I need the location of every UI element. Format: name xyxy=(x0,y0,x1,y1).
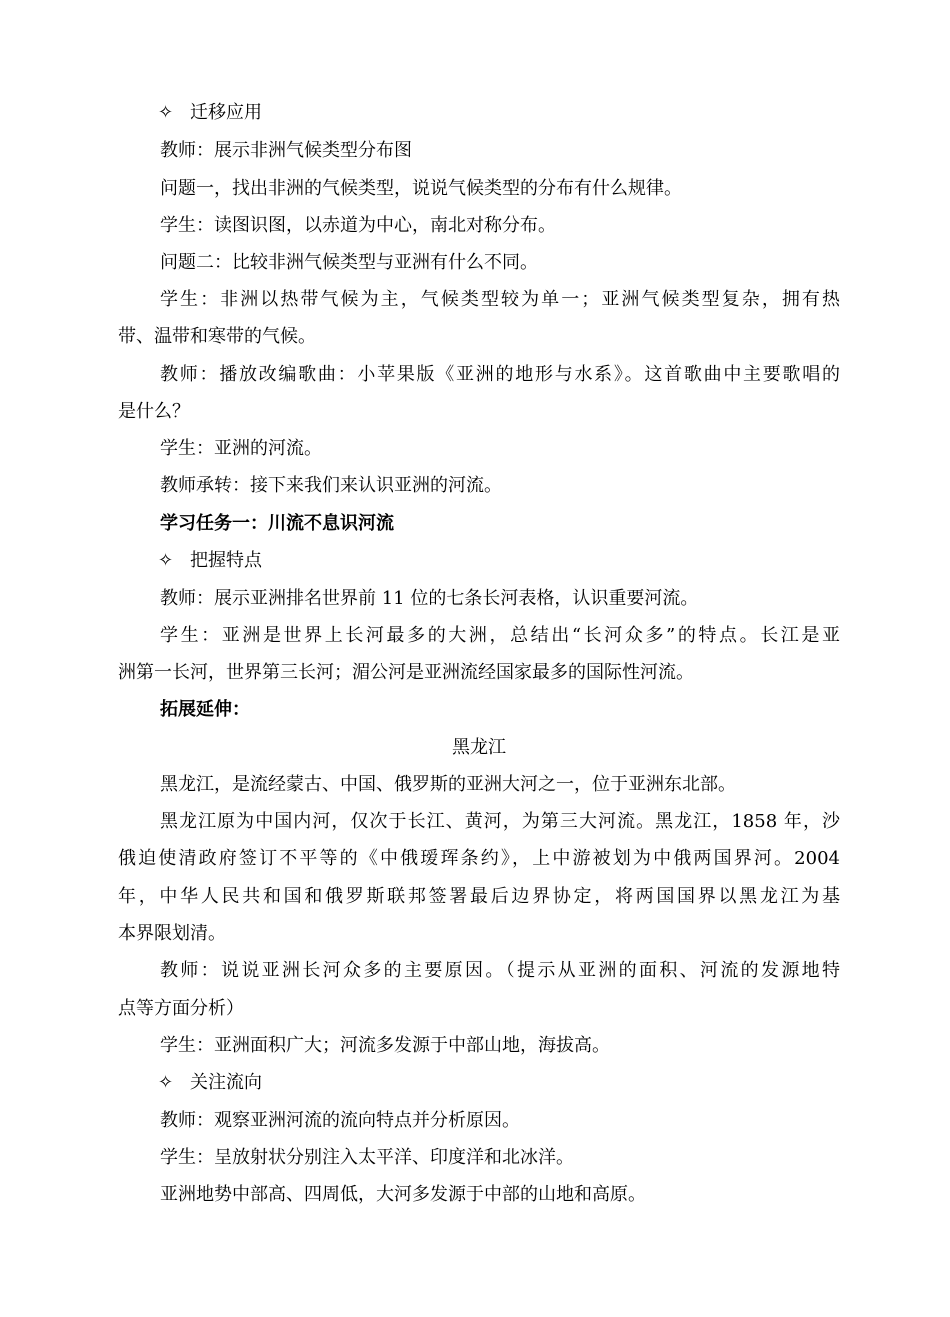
paragraph-line: 教师：观察亚洲河流的流向特点并分析原因。 xyxy=(160,1110,520,1131)
heading-text: 迁移应用 xyxy=(190,102,262,123)
paragraph-line: 俄迫使清政府签订不平等的《中俄瑷珲条约》，上中游被划为中俄两国界河。2004 xyxy=(118,848,840,869)
paragraph-line: 亚洲地势中部高、四周低，大河多发源于中部的山地和高原。 xyxy=(160,1184,646,1205)
paragraph-line: 学生：亚洲的河流。 xyxy=(160,438,322,459)
paragraph-line: 带、温带和寒带的气候。 xyxy=(118,326,316,347)
paragraph-line: 学生：读图识图，以赤道为中心，南北对称分布。 xyxy=(160,215,556,236)
paragraph-line: 点等方面分析） xyxy=(118,998,244,1019)
paragraph-line: 学生：呈放射状分别注入太平洋、印度洋和北冰洋。 xyxy=(160,1147,574,1168)
paragraph-line: 年，中华人民共和国和俄罗斯联邦签署最后边界协定，将两国国界以黑龙江为基 xyxy=(118,886,840,907)
paragraph-line: 黑龙江原为中国内河，仅次于长江、黄河，为第三大河流。黑龙江，1858 年，沙 xyxy=(160,811,840,832)
paragraph-line: 教师承转：接下来我们来认识亚洲的河流。 xyxy=(160,475,502,496)
paragraph-line: 学生：非洲以热带气候为主，气候类型较为单一；亚洲气候类型复杂，拥有热 xyxy=(160,289,840,310)
paragraph-line: 问题二：比较非洲气候类型与亚洲有什么不同。 xyxy=(160,252,538,273)
paragraph-line: 教师：说说亚洲长河众多的主要原因。（提示从亚洲的面积、河流的发源地特 xyxy=(160,960,840,981)
paragraph-line: 洲第一长河，世界第三长河；湄公河是亚洲流经国家最多的国际性河流。 xyxy=(118,662,694,683)
paragraph-line: 问题一，找出非洲的气候类型，说说气候类型的分布有什么规律。 xyxy=(160,178,682,199)
diamond-bullet-icon: ✧ xyxy=(158,102,174,123)
paragraph-line: 是什么？ xyxy=(118,401,190,422)
heading-text: 关注流向 xyxy=(190,1072,262,1093)
section-heading-flow xyxy=(158,1070,840,1096)
paragraph-line: 教师：播放改编歌曲：小苹果版《亚洲的地形与水系》。这首歌曲中主要歌唱的 xyxy=(160,364,840,385)
diamond-bullet-icon: ✧ xyxy=(158,1072,174,1093)
paragraph-line: 教师：展示亚洲排名世界前 11 位的七条长河表格，认识重要河流。 xyxy=(160,588,699,609)
paragraph-line: 学生：亚洲是世界上长河最多的大洲，总结出“长河众多”的特点。长江是亚 xyxy=(160,625,840,646)
diamond-bullet-icon: ✧ xyxy=(158,550,174,571)
paragraph-line: 黑龙江，是流经蒙古、中国、俄罗斯的亚洲大河之一，位于亚洲东北部。 xyxy=(160,774,736,795)
task-heading: 学习任务一：川流不息识河流 xyxy=(160,513,394,534)
section-heading-features xyxy=(158,548,840,574)
sub-title: 黑龙江 xyxy=(452,737,506,758)
paragraph-line: 教师：展示非洲气候类型分布图 xyxy=(160,140,412,161)
section-heading-transfer xyxy=(158,100,840,126)
extension-heading: 拓展延伸： xyxy=(160,699,250,720)
paragraph-line: 本界限划清。 xyxy=(118,923,226,944)
heading-text: 把握特点 xyxy=(190,550,262,571)
paragraph-line: 学生：亚洲面积广大；河流多发源于中部山地，海拔高。 xyxy=(160,1035,610,1056)
